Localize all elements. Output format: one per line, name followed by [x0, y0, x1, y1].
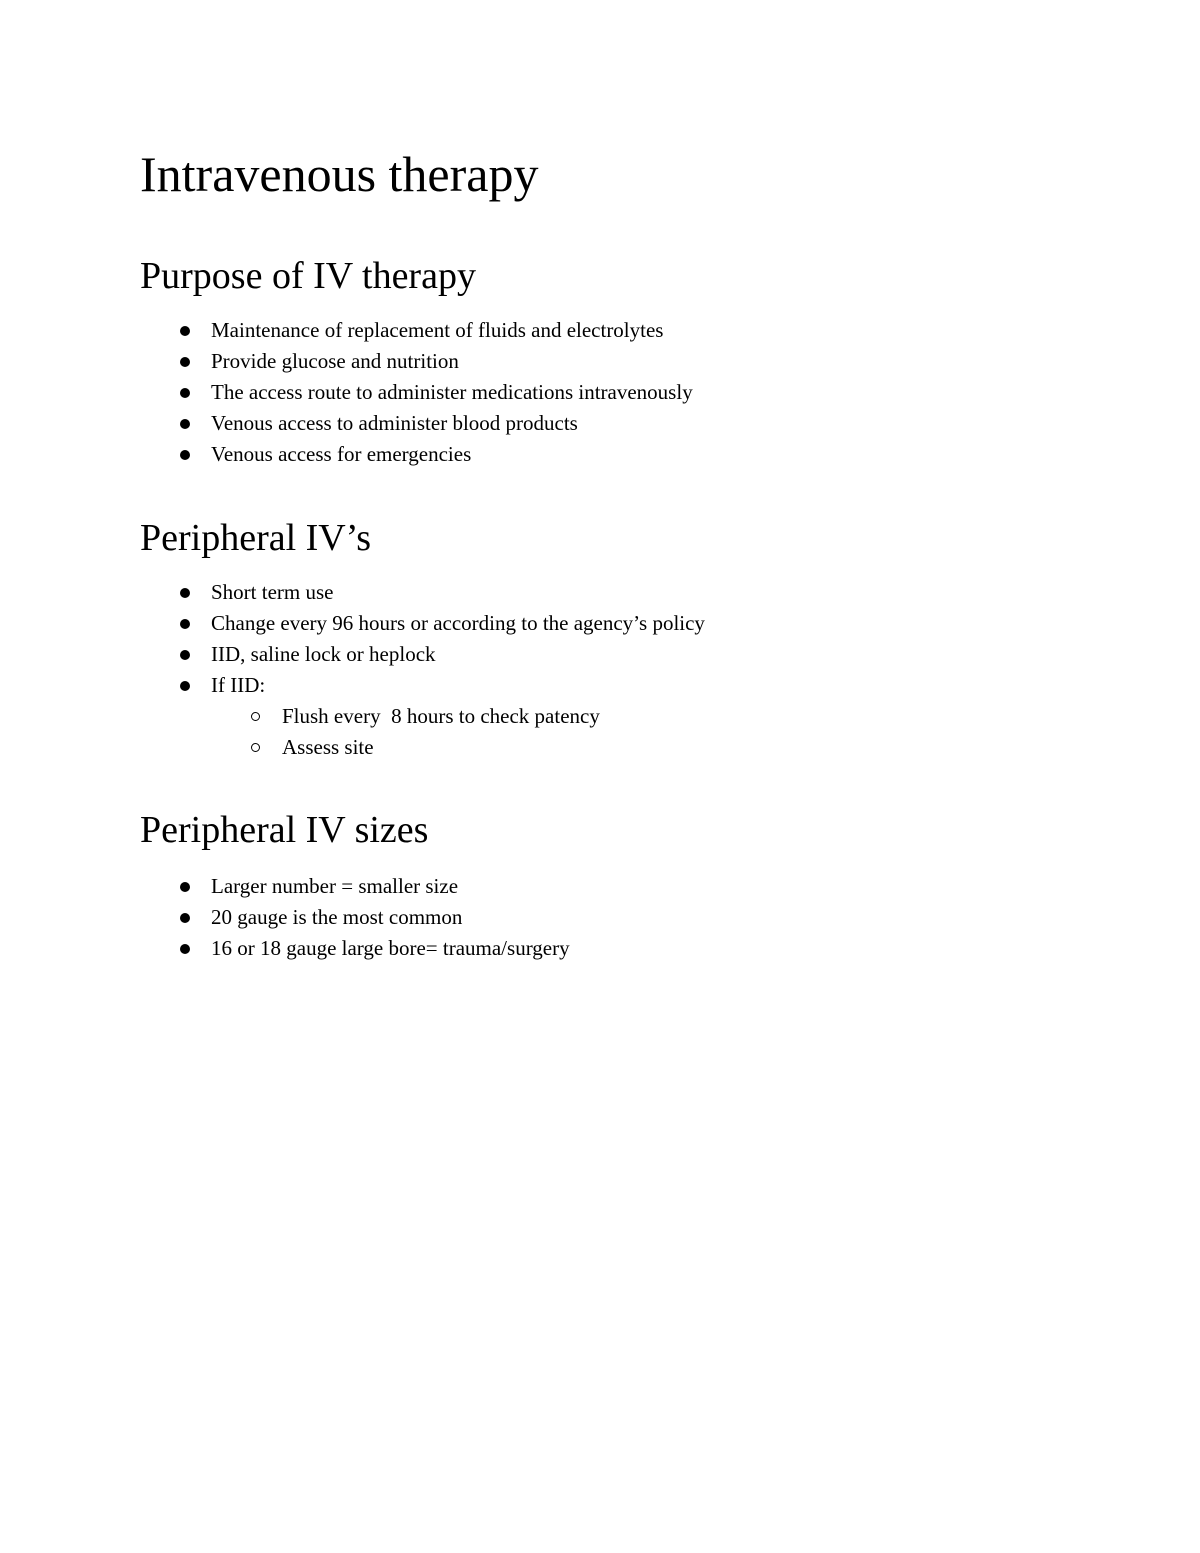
section-heading-peripheral-iv-sizes: Peripheral IV sizes [140, 809, 429, 851]
bullet-icon [180, 588, 190, 598]
list-item-text: Larger number = smaller size [211, 874, 459, 898]
bullet-icon [180, 326, 190, 336]
section-heading-purpose: Purpose of IV therapy [140, 255, 476, 297]
sub-list-item-text: Flush every 8 hours to check patency [282, 704, 600, 728]
bullet-icon [180, 388, 190, 398]
list-item-text: The access route to administer medications intravenously [211, 380, 693, 404]
document-title: Intravenous therapy [140, 146, 539, 202]
bullet-icon [180, 681, 190, 691]
list-item-text: Venous access to administer blood products [211, 411, 578, 435]
section-heading-peripheral-ivs: Peripheral IV’s [140, 517, 372, 559]
list-item-text: Venous access for emergencies [211, 442, 472, 466]
list-item-text: 20 gauge is the most common [211, 905, 463, 929]
sub-list-item-text: Assess site [282, 735, 374, 759]
bullet-icon [180, 450, 190, 460]
hollow-bullet-icon [251, 712, 260, 721]
list-item-text: If IID: [211, 673, 266, 697]
bullet-icon [180, 619, 190, 629]
list-item-text: IID, saline lock or heplock [211, 642, 436, 666]
bullet-icon [180, 357, 190, 367]
list-item-text: 16 or 18 gauge large bore= trauma/surgery [211, 936, 570, 960]
bullet-icon [180, 913, 190, 923]
list-item-text: Short term use [211, 580, 334, 604]
hollow-bullet-icon [251, 743, 260, 752]
list-item-text: Change every 96 hours or according to the agency’s policy [211, 611, 705, 635]
bullet-icon [180, 882, 190, 892]
bullet-icon [180, 419, 190, 429]
bullet-icon [180, 650, 190, 660]
list-item-text: Maintenance of replacement of fluids and electrolytes [211, 318, 664, 342]
bullet-icon [180, 944, 190, 954]
list-item-text: Provide glucose and nutrition [211, 349, 459, 373]
